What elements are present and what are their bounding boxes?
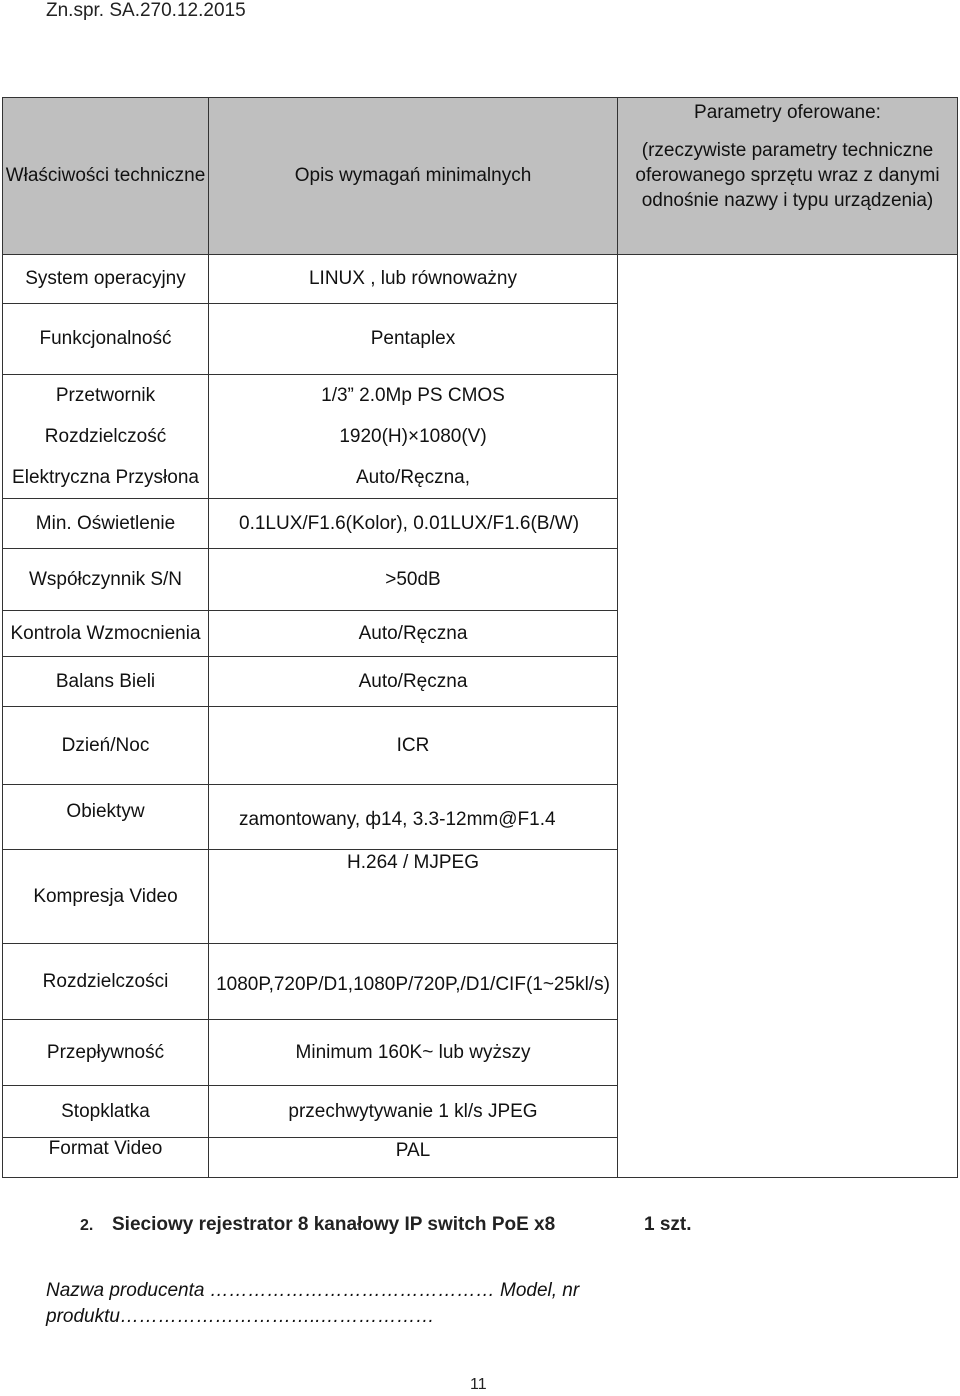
row-value: ICR <box>209 707 618 785</box>
row-label: Przepływność <box>3 1020 209 1086</box>
section-heading <box>80 1214 692 1236</box>
producer-model-line: Nazwa producenta ……………………………………… Model, nr produktu…………………………..……………… <box>46 1280 580 1327</box>
row-value: Minimum 160K~ lub wyższy <box>209 1020 618 1086</box>
row-label: Przetwornik <box>55 385 156 406</box>
section-quantity: 1 szt. <box>644 1214 692 1235</box>
page-number: 11 <box>470 1376 487 1393</box>
row-value: 1080P,720P/D1,1080P/720P,/D1/CIF(1~25kl/s) <box>209 944 618 1020</box>
header-properties: Właściwości techniczne <box>3 98 209 255</box>
row-label: Obiektyw <box>3 785 209 850</box>
offered-parameters-cell[interactable] <box>618 255 958 1178</box>
row-value: Auto/Ręczna <box>209 611 618 657</box>
row-label: Współczynnik S/N <box>3 549 209 611</box>
row-label: Balans Bieli <box>3 657 209 707</box>
table-header-row <box>3 98 958 255</box>
specification-table <box>2 97 958 1178</box>
row-label: System operacyjny <box>3 255 209 304</box>
row-value: Pentaplex <box>209 304 618 375</box>
row-value: PAL <box>209 1138 618 1178</box>
header-offered-note: (rzeczywiste parametry techniczne oferowanego sprzętu wraz z danymi odnośnie nazwy i typu urządzenia) <box>635 140 940 211</box>
section-title: Sieciowy rejestrator 8 kanałowy IP switch PoE x8 <box>112 1214 556 1235</box>
row-label: Elektryczna Przysłona <box>12 467 199 488</box>
row-label: Kontrola Wzmocnienia <box>3 611 209 657</box>
row-label: Kompresja Video <box>3 850 209 944</box>
document-reference: Zn.spr. SA.270.12.2015 <box>46 0 246 21</box>
row-value: 1920(H)×1080(V) <box>339 426 487 447</box>
header-minimum-requirements: Opis wymagań minimalnych <box>209 98 618 255</box>
row-value: H.264 / MJPEG <box>209 850 618 944</box>
row-label: Dzień/Noc <box>3 707 209 785</box>
row-value: Auto/Ręczna, <box>355 467 471 488</box>
row-label: Format Video <box>3 1138 209 1178</box>
row-label-group <box>3 375 209 499</box>
row-label: Rozdzielczości <box>3 944 209 1020</box>
row-value: >50dB <box>209 549 618 611</box>
row-label: Min. Oświetlenie <box>3 499 209 549</box>
row-value: przechwytywanie 1 kl/s JPEG <box>209 1086 618 1138</box>
header-offered-parameters <box>618 98 958 255</box>
table-row <box>3 255 958 304</box>
row-label: Rozdzielczość <box>44 426 167 447</box>
row-value: LINUX , lub równoważny <box>209 255 618 304</box>
header-offered-title: Parametry oferowane: <box>694 102 881 123</box>
row-value: 1/3” 2.0Mp PS CMOS <box>321 385 505 406</box>
row-value: 0.1LUX/F1.6(Kolor), 0.01LUX/F1.6(B/W) <box>209 499 618 549</box>
row-value-group <box>209 375 618 499</box>
row-label: Stopklatka <box>3 1086 209 1138</box>
row-value: zamontowany, ф14, 3.3-12mm@F1.4 <box>209 785 618 850</box>
section-number: 2. <box>80 1217 94 1234</box>
row-value: Auto/Ręczna <box>209 657 618 707</box>
row-label: Funkcjonalność <box>3 304 209 375</box>
